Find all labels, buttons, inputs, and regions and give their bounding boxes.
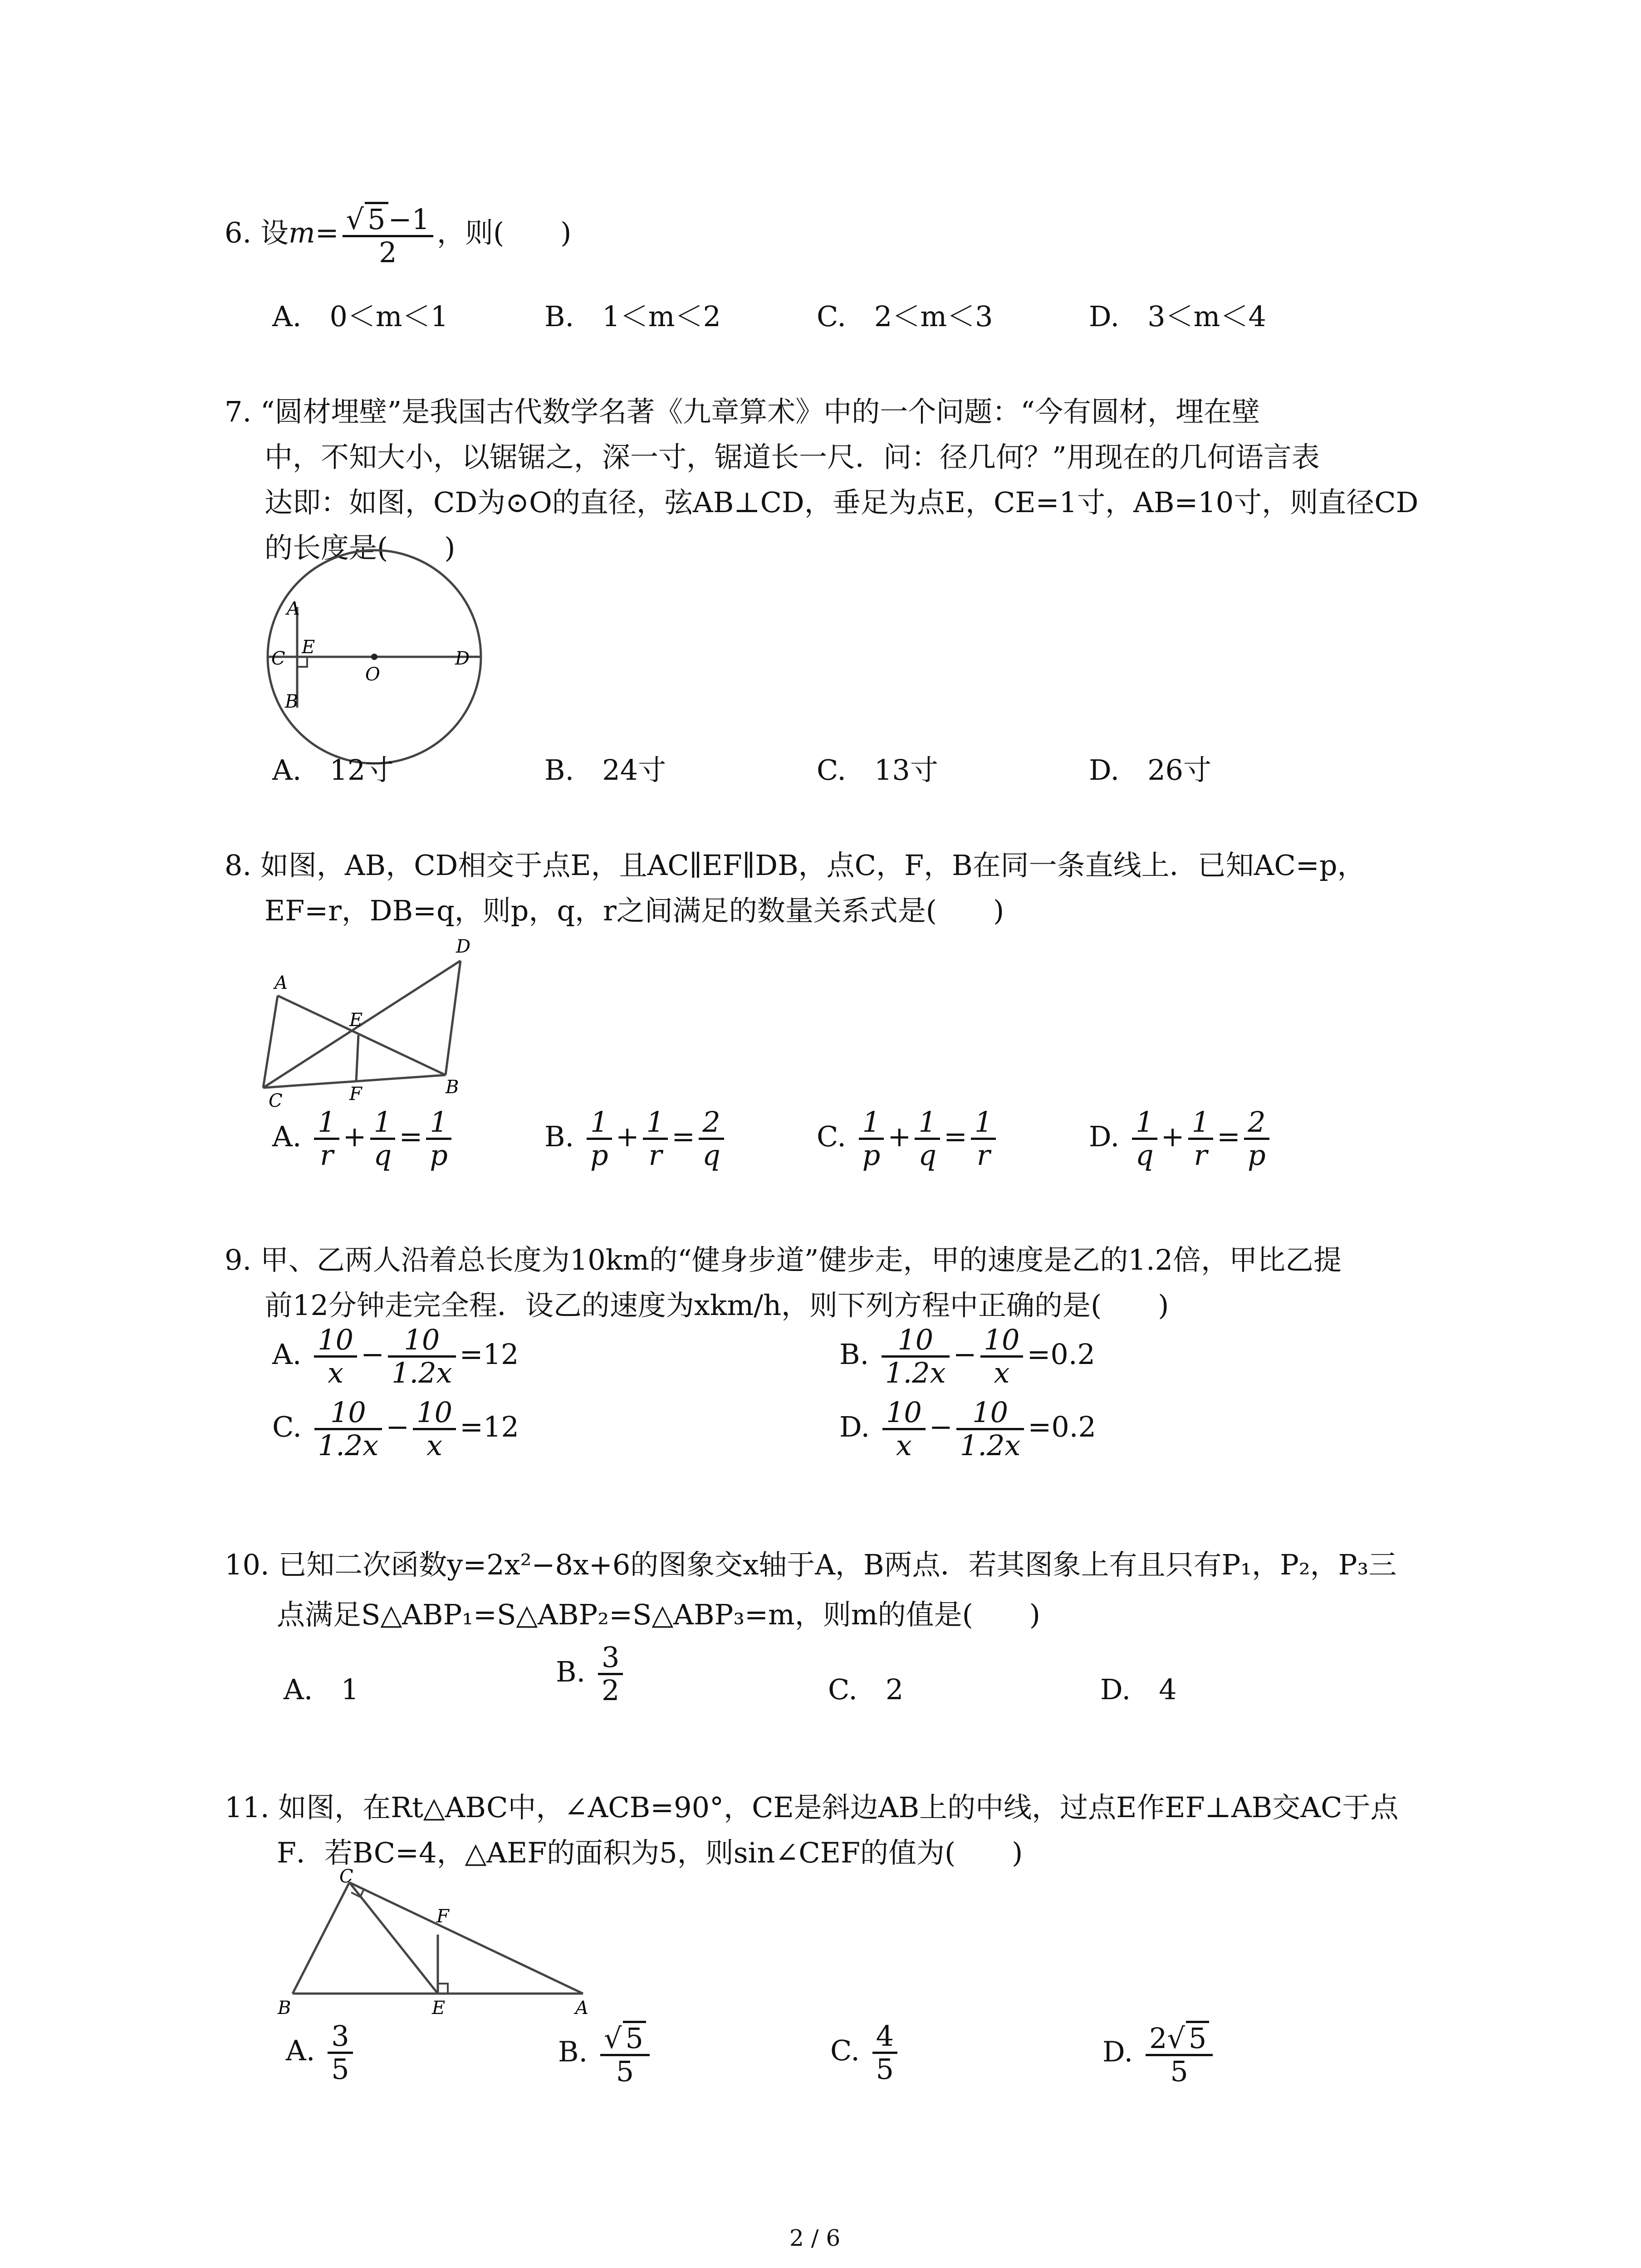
- q8-label-c: C: [269, 1090, 283, 1111]
- q7-line-2: 中，不知大小，以锯锯之，深一寸，锯道长一尺．问：径几何？”用现在的几何语言表: [265, 440, 1320, 474]
- q7-label-d: D: [455, 648, 470, 669]
- q10-line-1: 10. 已知二次函数y=2x²−8x+6的图象交x轴于A，B两点．若其图象上有且只有P₁，P₂，P₃三: [225, 1548, 1397, 1581]
- page-number: 2 / 6: [789, 2225, 841, 2251]
- q10-option-a: A. 1: [284, 1673, 359, 1706]
- q7-line-4: 的长度是( ): [265, 531, 456, 564]
- q11-option-b-label: B.: [558, 2035, 588, 2068]
- q8-d-frac-2: $\frac{1}{r}$: [1188, 1107, 1213, 1171]
- q8-option-a: A. $\frac{1}{r}$ + $\frac{1}{q}$ = $\frac{1}{p}$: [272, 1107, 455, 1171]
- q9-option-c-label: C.: [272, 1410, 302, 1443]
- q7-label-a: A: [287, 598, 300, 619]
- q6-pre: 设: [260, 216, 289, 249]
- q6-option-b: B. 1＜m＜2: [544, 300, 721, 333]
- q8-option-c: C. $\frac{1}{p}$ + $\frac{1}{q}$ = $\frac{1}{r}$: [817, 1107, 999, 1171]
- q8-line-1: 8. 如图，AB，CD相交于点E，且AC∥EF∥DB，点C，F，B在同一条直线上．已知AC=p，: [225, 849, 1366, 882]
- q7-option-a: A. 12寸: [272, 753, 394, 787]
- q11-option-c-label: C.: [830, 2033, 860, 2067]
- q9-b-rhs: =0.2: [1027, 1337, 1095, 1371]
- q6-number: 6.: [225, 216, 252, 249]
- q10-b-fraction: $\frac{3}{2}$: [598, 1642, 623, 1706]
- q8-label-f: F: [349, 1084, 362, 1105]
- q11-option-b: [558, 2021, 653, 2087]
- q8-a-frac-3: $\frac{1}{p}$: [426, 1107, 451, 1171]
- q6-option-d: D. 3＜m＜4: [1089, 300, 1266, 333]
- q11-option-d-label: D.: [1102, 2035, 1133, 2068]
- q6-den: 2: [379, 236, 397, 269]
- q6-option-c: C. 2＜m＜3: [817, 300, 993, 333]
- q11-label-e: E: [432, 1998, 446, 2019]
- q9-d-frac-2: $\frac{10}{1.2x}$: [956, 1397, 1024, 1461]
- q7-label-o: O: [365, 664, 380, 685]
- q7-label-c: C: [271, 648, 285, 669]
- q8-label-b: B: [446, 1077, 459, 1098]
- q9-option-b-label: B.: [839, 1337, 869, 1371]
- q6-sqrt-arg: 5: [365, 202, 388, 235]
- q9-option-d-label: D.: [839, 1410, 870, 1443]
- q9-line-1: 9. 甲、乙两人沿着总长度为10km的“健身步道”健步走，甲的速度是乙的1.2倍，甲比乙提: [225, 1243, 1342, 1276]
- q8-label-e: E: [349, 1010, 363, 1031]
- q8-option-d-label: D.: [1089, 1119, 1120, 1153]
- q11-label-f: F: [436, 1906, 449, 1927]
- q8-c-frac-1: $\frac{1}{p}$: [859, 1107, 884, 1171]
- q9-option-b: B. $\frac{10}{1.2x}$ − $\frac{10}{x}$ =0.2: [839, 1323, 1095, 1390]
- q10-option-b-label: B.: [556, 1655, 586, 1688]
- q8-c-frac-3: $\frac{1}{r}$: [971, 1107, 996, 1171]
- q8-d-frac-1: $\frac{1}{q}$: [1132, 1107, 1157, 1171]
- q11-option-d: [1102, 2021, 1216, 2087]
- q7-option-c: C. 13寸: [817, 753, 938, 787]
- q8-label-d: D: [456, 936, 471, 957]
- q8-option-c-label: C.: [817, 1119, 846, 1153]
- q6-fraction: $\frac{√ 5-1}{2}$: [343, 202, 433, 268]
- q7-label-e: E: [302, 637, 315, 658]
- q6-option-a: A. 0＜m＜1: [272, 300, 449, 333]
- q11-option-a: [286, 2021, 357, 2085]
- q8-b-frac-3: $\frac{2}{q}$: [699, 1107, 724, 1171]
- q11-label-b: B: [278, 1998, 291, 2019]
- q7-option-d: D. 26寸: [1089, 753, 1212, 787]
- q9-b-frac-1: $\frac{10}{1.2x}$: [882, 1325, 950, 1388]
- q8-option-b: B. $\frac{1}{p}$ + $\frac{1}{r}$ = $\frac{2}{q}$: [544, 1107, 728, 1171]
- q9-c-frac-2: $\frac{10}{x}$: [413, 1397, 456, 1461]
- q9-d-rhs: =0.2: [1028, 1410, 1096, 1443]
- q8-d-frac-3: $\frac{2}{p}$: [1244, 1107, 1269, 1171]
- q9-option-a: A. $\frac{10}{x}$ − $\frac{10}{1.2x}$ =12: [272, 1323, 519, 1390]
- q9-option-a-label: A.: [272, 1337, 302, 1371]
- q11-label-c: C: [339, 1866, 353, 1887]
- q7-line-1: 7. “圆材埋壁”是我国古代数学名著《九章算术》中的一个问题：“今有圆材，埋在壁: [225, 395, 1260, 428]
- q9-c-frac-1: $\frac{10}{1.2x}$: [314, 1397, 382, 1461]
- q11-a-fraction: $\frac{3}{5}$: [328, 2021, 353, 2085]
- q8-line-2: EF=r，DB=q，则p，q，r之间满足的数量关系式是( ): [265, 894, 1004, 927]
- q8-option-a-label: A.: [272, 1119, 302, 1153]
- q11-c-fraction: $\frac{4}{5}$: [872, 2021, 897, 2085]
- q9-b-frac-2: $\frac{10}{x}$: [980, 1325, 1024, 1388]
- q11-line-2: F．若BC=4，△AEF的面积为5，则sin∠CEF的值为( ): [277, 1836, 1023, 1869]
- q8-label-a: A: [274, 973, 288, 993]
- q11-d-fraction: $\frac{2√ 5}{5}$: [1146, 2021, 1213, 2087]
- q8-a-frac-2: $\frac{1}{q}$: [370, 1107, 396, 1171]
- q11-b-fraction: $\frac{√ 5}{5}$: [600, 2021, 650, 2087]
- q9-c-rhs: =12: [460, 1410, 519, 1443]
- q9-line-2: 前12分钟走完全程．设乙的速度为xkm/h，则下列方程中正确的是( ): [265, 1289, 1169, 1322]
- q10-option-c: C. 2: [828, 1673, 904, 1706]
- q8-b-frac-1: $\frac{1}{p}$: [587, 1107, 612, 1171]
- q9-d-frac-1: $\frac{10}{x}$: [882, 1397, 926, 1461]
- q7-label-b: B: [285, 691, 299, 712]
- q8-b-frac-2: $\frac{1}{r}$: [643, 1107, 668, 1171]
- q9-a-rhs: =12: [459, 1337, 519, 1371]
- q6-minus-one: −1: [388, 203, 430, 236]
- q6-post: ，则( ): [437, 216, 572, 249]
- q9-a-frac-2: $\frac{10}{1.2x}$: [388, 1325, 456, 1388]
- q11-option-a-label: A.: [286, 2033, 315, 2067]
- q8-option-d: D. $\frac{1}{q}$ + $\frac{1}{r}$ = $\frac{2}{p}$: [1089, 1107, 1273, 1171]
- q8-option-b-label: B.: [544, 1119, 574, 1153]
- q9-option-d: D. $\frac{10}{x}$ − $\frac{10}{1.2x}$ =0.2: [839, 1396, 1096, 1462]
- q6-eq: =: [315, 216, 339, 249]
- q7-option-b: B. 24寸: [544, 753, 666, 787]
- q7-line-3: 达即：如图，CD为⊙O的直径，弦AB⊥CD，垂足为点E，CE=1寸，AB=10寸，则直径CD: [265, 486, 1419, 519]
- q11-label-a: A: [575, 1998, 588, 2019]
- q10-line-2: 点满足S△ABP₁=S△ABP₂=S△ABP₃=m，则m的值是( ): [277, 1598, 1040, 1631]
- q9-option-c: C. $\frac{10}{1.2x}$ − $\frac{10}{x}$ =12: [272, 1396, 519, 1462]
- q8-a-frac-1: $\frac{1}{r}$: [314, 1107, 339, 1171]
- q11-option-c: [830, 2021, 901, 2085]
- q10-option-d: D. 4: [1100, 1673, 1177, 1706]
- q8-c-frac-2: $\frac{1}{q}$: [915, 1107, 940, 1171]
- q11-line-1: 11. 如图，在Rt△ABC中，∠ACB=90°，CE是斜边AB上的中线，过点E作EF⊥AB交AC于点: [225, 1791, 1399, 1824]
- q6-var-m: m: [288, 216, 315, 249]
- q9-a-frac-1: $\frac{10}{x}$: [314, 1325, 357, 1388]
